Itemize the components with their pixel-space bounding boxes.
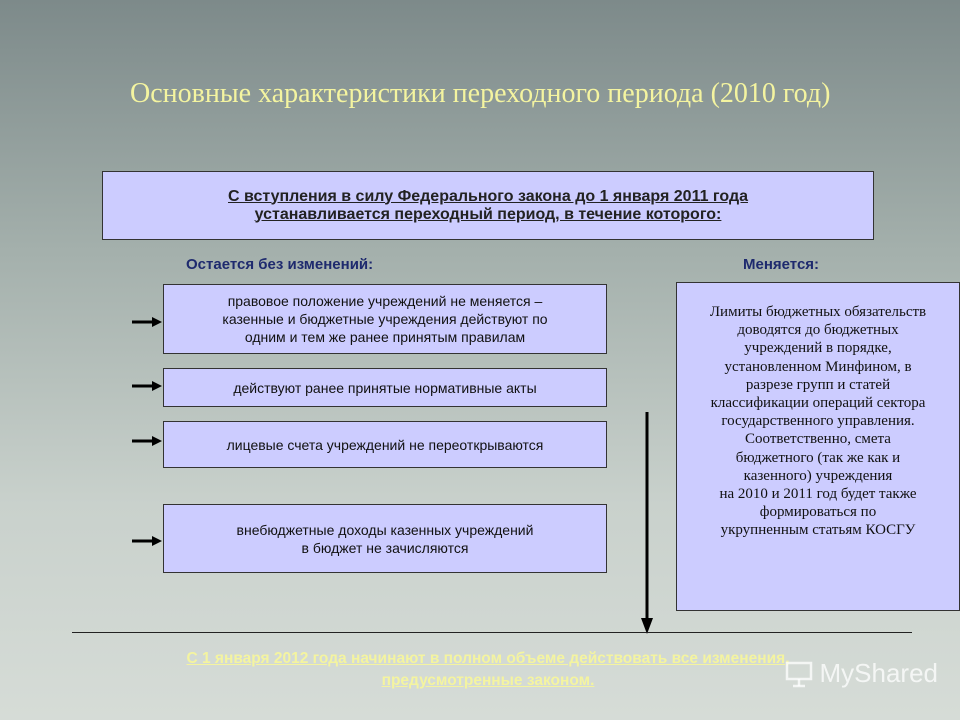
intro-line-2: устанавливается переходный период, в течение которого: xyxy=(254,205,722,223)
watermark xyxy=(784,658,939,689)
changes-line: формироваться по xyxy=(759,504,877,521)
changes-line: бюджетного (так же как и xyxy=(735,449,901,466)
changes-line: укрупненным статьям КОСГУ xyxy=(720,522,916,539)
unchanged-item xyxy=(163,368,607,407)
changes-line: установленном Минфином, в xyxy=(724,358,912,375)
item-line: действуют ранее принятые нормативные акты xyxy=(233,379,537,396)
intro-line-1: С вступления в силу Федерального закона до 1 января 2011 года xyxy=(228,187,748,205)
footer-note xyxy=(80,648,896,692)
unchanged-item xyxy=(163,421,607,468)
footer-line-1: С 1 января 2012 года начинают в полном объеме действовать все изменения, xyxy=(186,650,790,667)
changes-line: на 2010 и 2011 год будет также xyxy=(719,486,917,503)
changes-line: Соответственно, смета xyxy=(745,431,891,448)
slide-title: Основные характеристики переходного периода (2010 год) xyxy=(130,78,831,109)
intro-box xyxy=(102,171,874,240)
down-arrow-icon xyxy=(640,412,654,634)
unchanged-item xyxy=(163,284,607,354)
changes-box xyxy=(676,282,960,611)
footer-line-2: предусмотренные законом. xyxy=(381,672,595,689)
changes-line: доводятся до бюджетных xyxy=(737,322,899,339)
right-arrow-icon xyxy=(132,535,162,547)
item-line: внебюджетные доходы казенных учреждений xyxy=(236,521,534,538)
item-line: правовое положение учреждений не меняется – xyxy=(227,293,543,309)
item-line: одним и тем же ранее принятым правилам xyxy=(244,329,526,345)
unchanged-item xyxy=(163,504,607,573)
changes-line: казенного) учреждения xyxy=(743,467,893,484)
presentation-icon xyxy=(784,659,814,689)
changes-line: государственного управления. xyxy=(721,413,915,430)
changes-line: разрезе групп и статей xyxy=(745,376,891,393)
changes-line: классификации операций сектора xyxy=(710,395,926,412)
changes-line: учреждений в порядке, xyxy=(744,340,892,357)
right-arrow-icon xyxy=(132,435,162,447)
left-heading: Остается без изменений: xyxy=(186,256,374,273)
right-arrow-icon xyxy=(132,380,162,392)
item-line: лицевые счета учреждений не переоткрываются xyxy=(226,436,544,453)
item-line: в бюджет не зачисляются xyxy=(301,539,469,556)
item-line: казенные и бюджетные учреждения действуют по xyxy=(222,311,548,327)
right-arrow-icon xyxy=(132,316,162,328)
right-heading: Меняется: xyxy=(743,256,820,273)
divider-line xyxy=(72,632,912,633)
changes-line: Лимиты бюджетных обязательств xyxy=(709,304,927,320)
watermark-text: MyShared xyxy=(819,658,938,688)
